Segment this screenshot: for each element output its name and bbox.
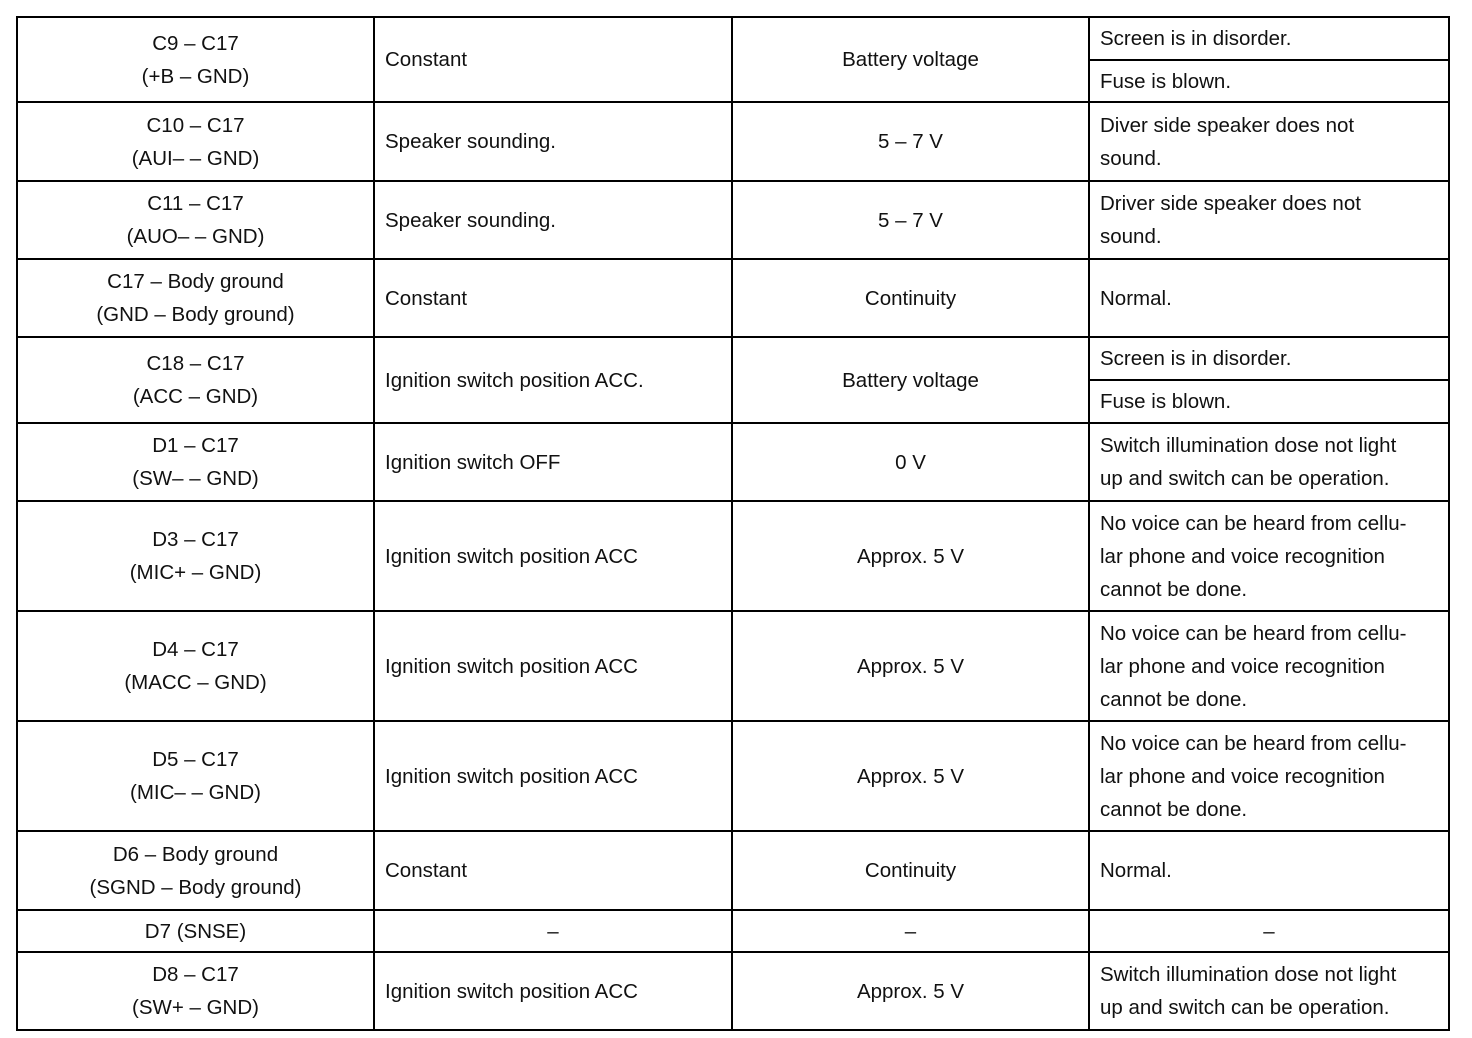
symptom-cell xyxy=(1089,423,1449,501)
spec-cell: Continuity xyxy=(732,259,1089,337)
spec-cell: Approx. 5 V xyxy=(732,721,1089,831)
symptom-cell xyxy=(1089,831,1449,910)
terminal-label: C18 – C17 xyxy=(146,352,245,375)
spec-cell: – xyxy=(732,910,1089,952)
terminal-label: D4 – C17 xyxy=(152,638,239,661)
signal-label: (SW+ – GND) xyxy=(132,996,259,1019)
table-row xyxy=(17,611,1449,721)
spec-cell: Battery voltage xyxy=(732,17,1089,102)
terminal-cell xyxy=(17,952,374,1030)
condition-cell: Ignition switch position ACC xyxy=(374,952,732,1030)
condition-cell: Speaker sounding. xyxy=(374,102,732,181)
symptom-cell: Fuse is blown. xyxy=(1089,380,1449,423)
table-row xyxy=(17,501,1449,611)
symptom-line: lar phone and voice recognition xyxy=(1100,544,1385,568)
signal-label: (+B – GND) xyxy=(141,64,250,88)
condition-cell: Ignition switch OFF xyxy=(374,423,732,501)
terminal-cell xyxy=(17,423,374,501)
symptom-cell xyxy=(1089,181,1449,259)
signal-label: (SW– – GND) xyxy=(132,467,259,490)
spec-cell: Approx. 5 V xyxy=(732,611,1089,721)
terminal-label: D5 – C17 xyxy=(152,748,239,771)
table-row xyxy=(17,17,1449,60)
terminal-label: C11 – C17 xyxy=(147,192,244,215)
spec-cell: Approx. 5 V xyxy=(732,952,1089,1030)
symptom-line: No voice can be heard from cellu- xyxy=(1100,731,1407,755)
terminal-cell xyxy=(17,831,374,910)
signal-label: (ACC – GND) xyxy=(132,385,259,408)
signal-label: (SGND – Body ground) xyxy=(89,875,302,899)
symptom-line: – xyxy=(1263,919,1275,943)
condition-cell: Speaker sounding. xyxy=(374,181,732,259)
terminal-cell xyxy=(17,17,374,102)
terminal-label: C10 – C17 xyxy=(146,113,245,137)
terminal-cell xyxy=(17,501,374,611)
terminal-label: D3 – C17 xyxy=(152,528,239,551)
signal-label: (MIC+ – GND) xyxy=(129,561,262,584)
symptom-cell: Screen is in disorder. xyxy=(1089,17,1449,60)
table-row xyxy=(17,831,1449,910)
signal-label: (MACC – GND) xyxy=(124,671,267,694)
terminal-cell xyxy=(17,181,374,259)
symptom-line: No voice can be heard from cellu- xyxy=(1100,511,1407,535)
symptom-line: Normal. xyxy=(1100,859,1172,882)
symptom-line: sound. xyxy=(1100,225,1162,248)
spec-cell: Continuity xyxy=(732,831,1089,910)
symptom-line: up and switch can be operation. xyxy=(1100,467,1390,490)
symptom-line: cannot be done. xyxy=(1100,577,1248,601)
symptom-line: sound. xyxy=(1100,146,1162,170)
spec-cell: 5 – 7 V xyxy=(732,181,1089,259)
terminal-spec-table xyxy=(16,16,1450,1031)
symptom-line: up and switch can be operation. xyxy=(1100,996,1390,1019)
condition-cell: Constant xyxy=(374,831,732,910)
condition-cell: Constant xyxy=(374,17,732,102)
symptom-line: Diver side speaker does not xyxy=(1100,113,1355,137)
table-row xyxy=(17,721,1449,831)
table-row xyxy=(17,337,1449,380)
table-row xyxy=(17,259,1449,337)
symptom-line: Normal. xyxy=(1100,286,1172,310)
terminal-label: C9 – C17 xyxy=(152,31,239,55)
terminal-label: D1 – C17 xyxy=(152,434,239,457)
symptom-line: lar phone and voice recognition xyxy=(1100,654,1385,678)
symptom-cell xyxy=(1089,910,1449,952)
condition-cell: – xyxy=(374,910,732,952)
symptom-line: Switch illumination dose not light xyxy=(1100,963,1397,986)
symptom-cell xyxy=(1089,721,1449,831)
terminal-cell xyxy=(17,337,374,423)
symptom-cell: Screen is in disorder. xyxy=(1089,337,1449,380)
table-row xyxy=(17,102,1449,181)
terminal-label: C17 – Body ground xyxy=(107,270,284,293)
signal-label: (MIC– – GND) xyxy=(130,781,261,804)
condition-cell: Ignition switch position ACC xyxy=(374,721,732,831)
symptom-line: Switch illumination dose not light xyxy=(1100,434,1397,457)
symptom-cell xyxy=(1089,259,1449,337)
symptom-line: cannot be done. xyxy=(1100,797,1248,821)
terminal-cell: D7 (SNSE) xyxy=(17,910,374,952)
condition-cell: Ignition switch position ACC. xyxy=(374,337,732,423)
condition-cell: Ignition switch position ACC xyxy=(374,611,732,721)
table-row xyxy=(17,423,1449,501)
symptom-cell xyxy=(1089,501,1449,611)
table-row xyxy=(17,181,1449,259)
table-row xyxy=(17,910,1449,952)
spec-cell: Battery voltage xyxy=(732,337,1089,423)
condition-cell: Ignition switch position ACC xyxy=(374,501,732,611)
spec-cell: 0 V xyxy=(732,423,1089,501)
signal-label: (GND – Body ground) xyxy=(96,303,295,326)
condition-cell: Constant xyxy=(374,259,732,337)
terminal-cell xyxy=(17,611,374,721)
table-row xyxy=(17,952,1449,1030)
symptom-cell xyxy=(1089,611,1449,721)
terminal-cell xyxy=(17,721,374,831)
terminal-label: D8 – C17 xyxy=(152,963,239,986)
symptom-line: Driver side speaker does not xyxy=(1100,192,1361,215)
symptom-line: cannot be done. xyxy=(1100,687,1248,711)
terminal-label: D6 – Body ground xyxy=(112,842,279,866)
symptom-cell: Fuse is blown. xyxy=(1089,60,1449,102)
symptom-line: lar phone and voice recognition xyxy=(1100,764,1385,788)
terminal-cell xyxy=(17,259,374,337)
symptom-line: No voice can be heard from cellu- xyxy=(1100,621,1407,645)
signal-label: (AUO– – GND) xyxy=(126,225,265,248)
spec-cell: 5 – 7 V xyxy=(732,102,1089,181)
terminal-cell xyxy=(17,102,374,181)
signal-label: (AUI– – GND) xyxy=(131,146,260,170)
spec-cell: Approx. 5 V xyxy=(732,501,1089,611)
symptom-cell xyxy=(1089,952,1449,1030)
symptom-cell xyxy=(1089,102,1449,181)
